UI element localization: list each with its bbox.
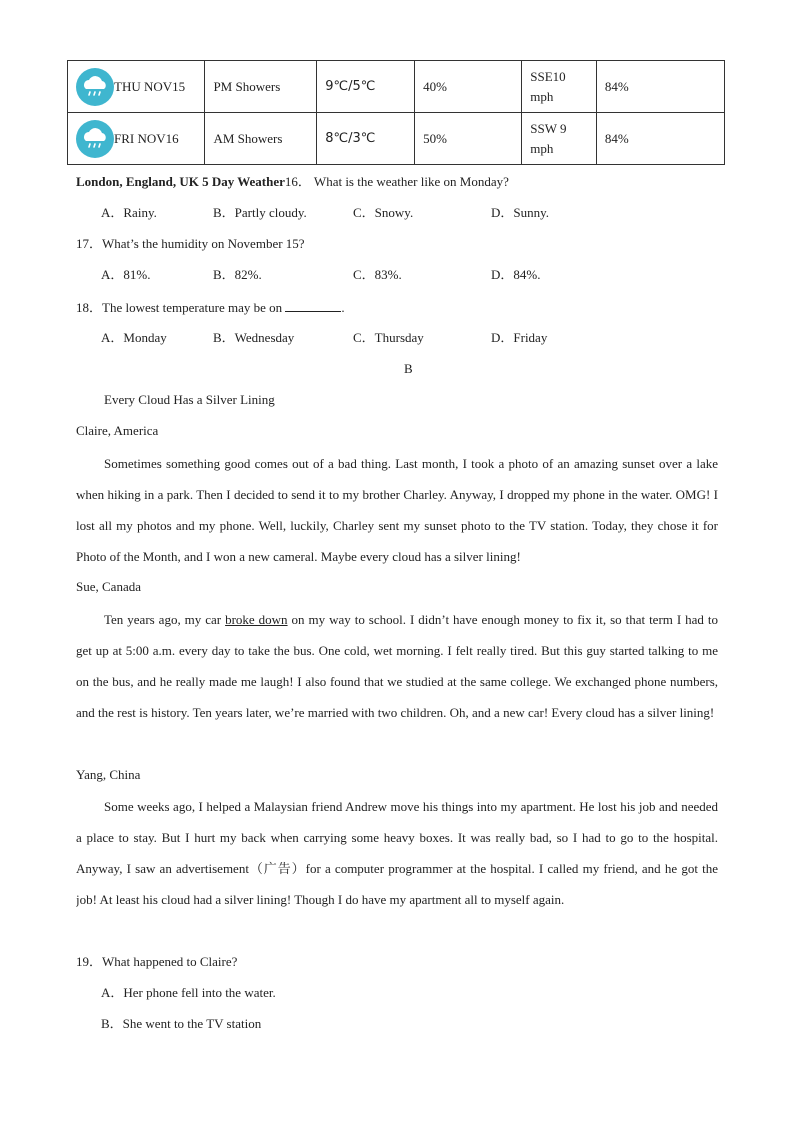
question-text: What’s the humidity on November 15? (102, 236, 305, 251)
table-row (68, 113, 725, 165)
option-b[interactable]: B．Wednesday (213, 330, 295, 345)
option-a[interactable]: A．Rainy. (101, 205, 157, 220)
day-cell (68, 61, 205, 113)
question-18: 18．The lowest temperature may be on . (76, 300, 345, 315)
story-paragraph: Sometimes something good comes out of a bad thing. Last month, I took a photo of an amazing sunset over a lake when hiking in a park. Then I decided to send it to my brother Charley. Anyway, I dropped my phone in the water. OMG! I lost all my photos and my phone. Well, luckily, Charley sent my sunset photo to the TV station. Today, they chose it for Photo of the Month, and I won a new cameral. Maybe every cloud has a silver lining! (76, 456, 718, 564)
precipitation-cell: 50% (415, 113, 522, 165)
option-a[interactable]: A．Her phone fell into the water. (101, 985, 276, 1000)
story-author: Claire, America (76, 423, 159, 438)
question-text: What is the weather like on Monday? (313, 174, 509, 189)
precipitation-cell: 40% (415, 61, 522, 113)
temperature-cell: 8℃/3℃ (317, 113, 415, 165)
option-d[interactable]: D．Friday (491, 330, 548, 345)
story-author: Sue, Canada (76, 579, 141, 594)
day-label: THU NOV15 (114, 78, 186, 94)
table-caption: London, England, UK 5 Day Weather (76, 174, 285, 189)
day-cell (68, 113, 205, 165)
option-d[interactable]: D．Sunny. (491, 205, 550, 220)
question-17 (76, 235, 305, 253)
humidity-cell: 84% (596, 61, 724, 113)
question-text: What happened to Claire? (102, 954, 238, 969)
question-19 (76, 953, 237, 971)
table-row (68, 61, 725, 113)
humidity-cell: 84% (596, 113, 724, 165)
condition-cell: PM Showers (205, 61, 317, 113)
section-label: B (404, 361, 413, 376)
option-c[interactable]: C．Thursday (353, 330, 424, 345)
question-number: 19． (76, 954, 103, 969)
option-a[interactable]: A．81%. (101, 267, 151, 282)
question-16 (76, 173, 509, 191)
question-number: 18． (76, 300, 103, 315)
option-c[interactable]: C．Snowy. (353, 205, 414, 220)
option-b[interactable]: B．Partly cloudy. (213, 205, 307, 220)
question-number: 17． (76, 236, 103, 251)
option-d[interactable]: D．84%. (491, 267, 541, 282)
rain-cloud-icon (76, 68, 114, 106)
underlined-phrase: broke down (225, 612, 288, 627)
wind-cell: SSE10 mph (522, 61, 597, 113)
question-number: 16． (284, 174, 311, 189)
story-paragraph: Some weeks ago, I helped a Malaysian friend Andrew move his things into my apartment. He lost his job and needed a place to stay. But I hurt my back when carrying some heavy boxes. It was really bad, so I had to go to the hospital. Anyway, I saw an advertisement（广告）for a computer programmer at the hospital. I called my friend, and he got the job! At least his cloud had a silver lining! Though I do have my apartment all to myself again. (76, 799, 718, 907)
passage-title: Every Cloud Has a Silver Lining (104, 392, 275, 407)
option-a[interactable]: A．Monday (101, 330, 167, 345)
question-text: The lowest temperature may be on (102, 300, 283, 315)
condition-cell: AM Showers (205, 113, 317, 165)
story-paragraph: Ten years ago, my car broke down on my way to school. I didn’t have enough money to fix it, so that term I had to get up at 5:00 a.m. every day to take the bus. One cold, wet morning. I felt really tired. But this guy started talking to me on the bus, and he really made me laugh! I also found that we studied at the same college. We exchanged phone numbers, and the rest is history. Ten years later, we’re married with two children. Oh, and a new car! Every cloud has a silver lining! (76, 612, 718, 720)
option-b[interactable]: B．82%. (213, 267, 262, 282)
answer-blank[interactable] (285, 298, 341, 312)
wind-cell: SSW 9 mph (522, 113, 597, 165)
rain-cloud-icon (76, 120, 114, 158)
option-c[interactable]: C．83%. (353, 267, 402, 282)
day-label: FRI NOV16 (114, 130, 179, 146)
story-author: Yang, China (76, 767, 141, 782)
option-b[interactable]: B．She went to the TV station (101, 1016, 262, 1031)
temperature-cell: 9℃/5℃ (317, 61, 415, 113)
weather-table (67, 60, 725, 165)
